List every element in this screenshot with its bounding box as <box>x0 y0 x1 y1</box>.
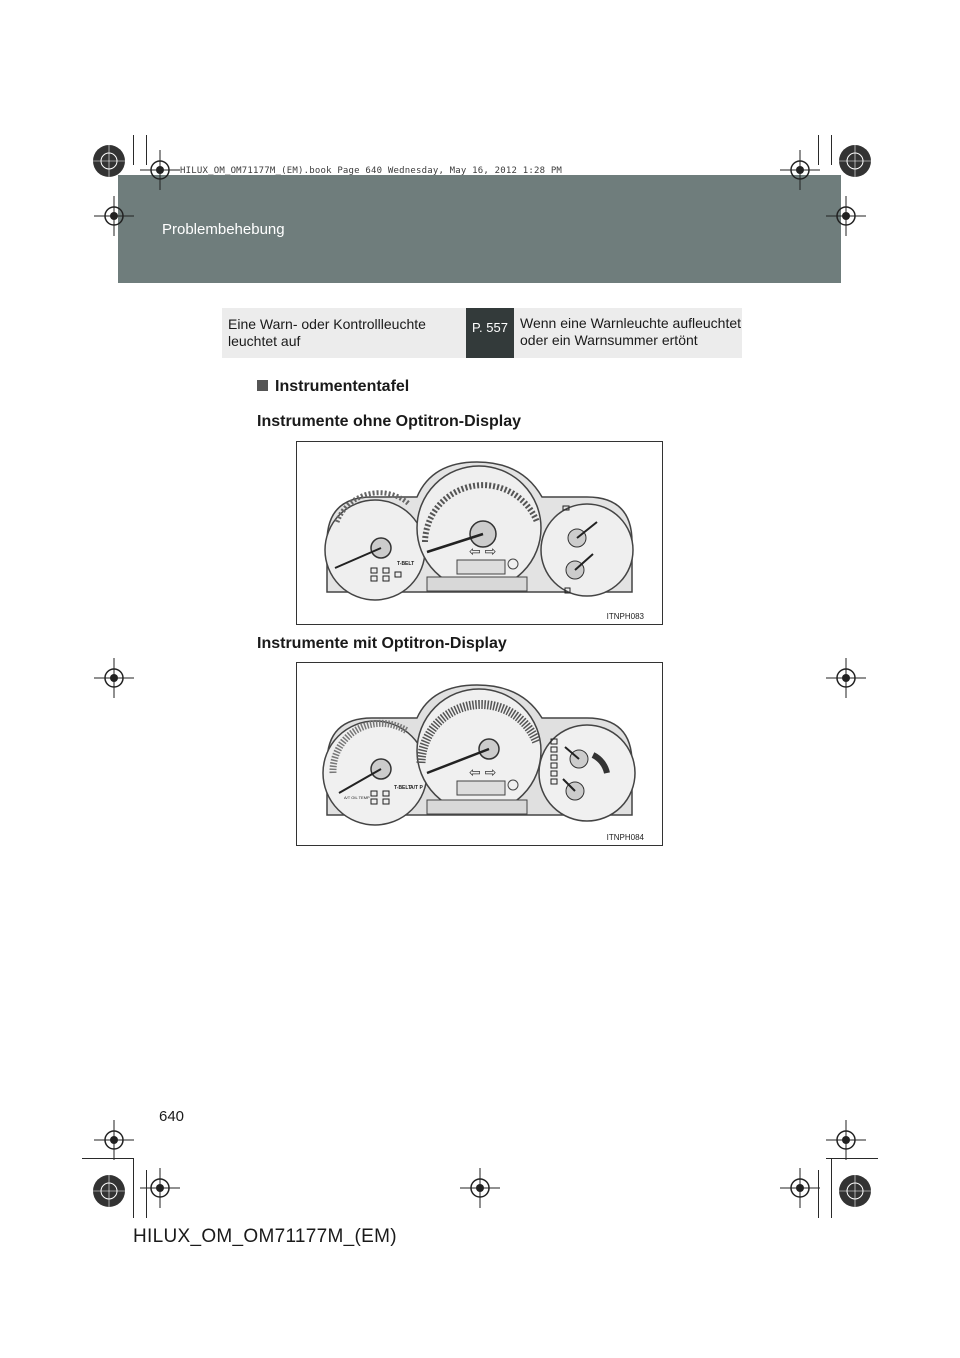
seatbelt-label: T-BELT <box>397 561 415 567</box>
crosshair-mark-5 <box>94 658 134 698</box>
document-footer: HILUX_OM_OM71177M_(EM) <box>133 1226 397 1247</box>
at-park-label: A/T P <box>410 785 423 791</box>
registration-mark-top-left <box>86 138 132 184</box>
registration-mark-top-right <box>832 138 878 184</box>
instrument-cluster-illustration-2 <box>297 663 664 847</box>
crop-line <box>831 135 832 165</box>
registration-mark-bottom-left <box>86 1168 132 1214</box>
square-bullet-icon <box>257 380 268 391</box>
svg-text:⇦ ⇨: ⇦ ⇨ <box>469 543 497 559</box>
nav-page-link[interactable]: P. 557 <box>466 308 514 358</box>
figure-heading-2: Instrumente mit Optitron-Display <box>257 635 507 652</box>
crosshair-mark-4 <box>826 196 866 236</box>
crop-line <box>146 135 147 165</box>
figure-code-2: ITNPH084 <box>606 833 644 842</box>
seatbelt-label: T-BELT <box>394 785 412 791</box>
figure-1 <box>296 441 663 625</box>
section-heading-text: Instrumententafel <box>275 378 410 395</box>
nav-symptom: Eine Warn- oder Kontrollleuchte leuchtet auf <box>222 308 472 358</box>
crop-line <box>133 1158 134 1218</box>
crosshair-mark-2 <box>780 150 820 190</box>
crosshair-mark-6 <box>826 658 866 698</box>
header-band <box>118 175 841 283</box>
nav-target: Wenn eine Warnleuchte aufleuchtet oder ein Warnsummer ertönt <box>514 308 742 358</box>
page-number: 640 <box>159 1108 185 1125</box>
section-heading <box>257 378 409 396</box>
book-stamp: HILUX_OM_OM71177M_(EM).book Page 640 Wednesday, May 16, 2012 1:28 PM <box>180 166 563 176</box>
section-title: Problembehebung <box>162 221 285 238</box>
crosshair-mark-11 <box>780 1168 820 1208</box>
crop-line <box>826 1158 878 1159</box>
crosshair-mark-8 <box>826 1120 866 1160</box>
crosshair-mark-7 <box>94 1120 134 1160</box>
registration-mark-bottom-right <box>832 1168 878 1214</box>
figure-heading-1: Instrumente ohne Optitron-Display <box>257 413 522 430</box>
crop-line <box>146 1170 147 1218</box>
at-oil-temp-label: A/T OIL TEMP <box>344 795 370 800</box>
crop-line <box>133 135 134 165</box>
svg-text:⇦ ⇨: ⇦ ⇨ <box>469 764 497 780</box>
crosshair-mark-3 <box>94 196 134 236</box>
crop-line <box>818 1170 819 1218</box>
nav-arrow-shape <box>444 308 466 358</box>
instrument-cluster-illustration-1 <box>297 442 664 626</box>
figure-code-1: ITNPH083 <box>606 612 644 621</box>
crop-line <box>82 1158 134 1159</box>
crop-line <box>818 135 819 165</box>
crosshair-mark-10 <box>460 1168 500 1208</box>
figure-2 <box>296 662 663 846</box>
cross-reference-nav[interactable] <box>222 308 742 358</box>
crop-line <box>831 1158 832 1218</box>
